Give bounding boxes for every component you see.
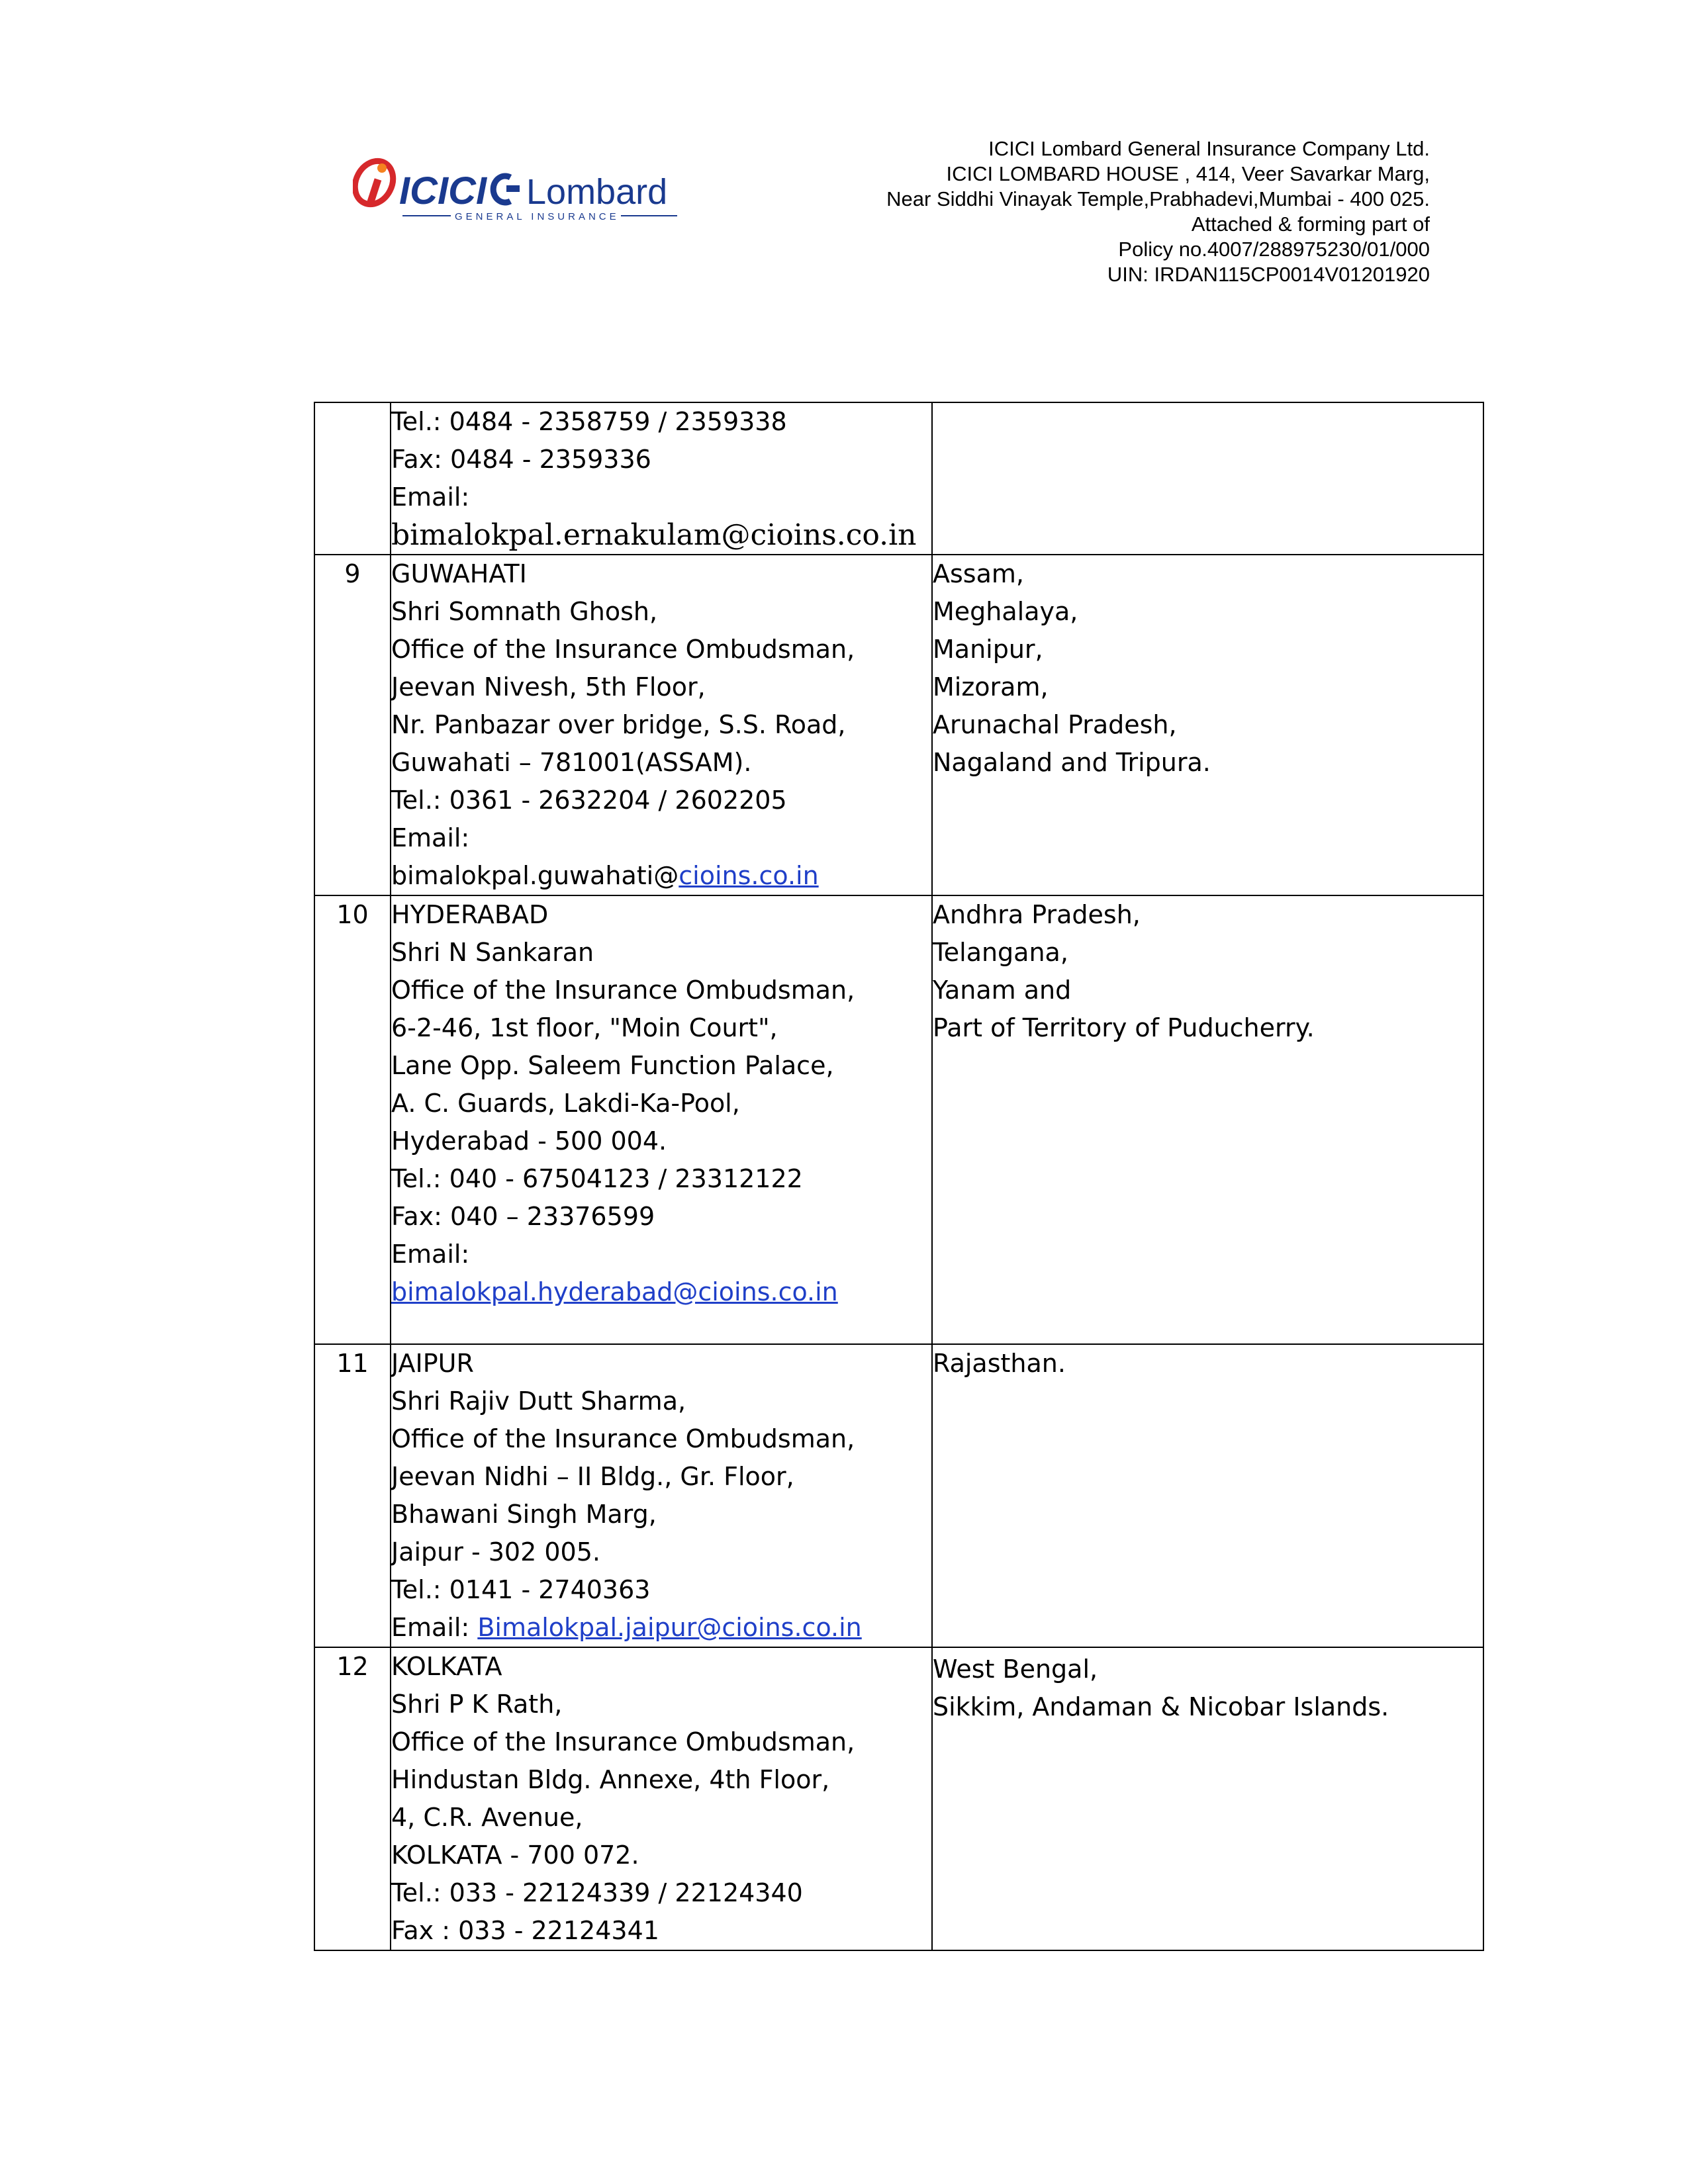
table-row	[314, 1647, 1483, 1950]
address-line: Nr. Panbazar over bridge, S.S. Road,	[391, 710, 846, 739]
ombudsman-name: Shri Somnath Ghosh,	[391, 597, 658, 626]
address-line: Bhawani Singh Marg,	[391, 1500, 657, 1529]
address-line: Office of the Insurance Ombudsman,	[391, 1424, 855, 1453]
address-line: Jeevan Nidhi – II Bldg., Gr. Floor,	[391, 1462, 794, 1491]
office-city: GUWAHATI	[391, 559, 527, 588]
row-number: 11	[314, 1344, 391, 1647]
address-line: Hyderabad - 500 004.	[391, 1126, 667, 1156]
ombudsman-name: Shri Rajiv Dutt Sharma,	[391, 1387, 686, 1416]
company-name: ICICI Lombard General Insurance Company Ltd.	[988, 137, 1430, 160]
territory-item: Arunachal Pradesh,	[933, 710, 1177, 739]
address-line: 6-2-46, 1st floor, "Moin Court",	[391, 1013, 778, 1042]
email-label: Email:	[391, 1613, 478, 1642]
uin-number: UIN: IRDAN115CP0014V01201920	[1107, 263, 1430, 286]
email-address	[391, 857, 931, 895]
icici-lombard-logo	[353, 151, 684, 230]
email-prefix: bimalokpal.guwahati@	[391, 861, 679, 890]
office-city: HYDERABAD	[391, 900, 549, 929]
address-line: Guwahati – 781001(ASSAM).	[391, 748, 752, 777]
office-address-cell	[391, 402, 932, 555]
email-address	[391, 1609, 931, 1647]
fax: Fax : 033 - 22124341	[391, 1916, 659, 1945]
row-number: 9	[314, 555, 391, 895]
table-row	[314, 1344, 1483, 1647]
address-line: Office of the Insurance Ombudsman,	[391, 976, 855, 1005]
row-number	[314, 402, 391, 555]
table-row	[314, 895, 1483, 1344]
territory-item: Andhra Pradesh,	[933, 900, 1141, 929]
logo-brand-primary: ICICI	[399, 169, 487, 212]
row-number: 12	[314, 1647, 391, 1950]
territory-item: Nagaland and Tripura.	[933, 748, 1211, 777]
territory-item: Sikkim, Andaman & Nicobar Islands.	[933, 1692, 1389, 1721]
address-line: Office of the Insurance Ombudsman,	[391, 1727, 855, 1756]
territory-item: Assam,	[933, 559, 1024, 588]
email-link[interactable]: bimalokpal.hyderabad@cioins.co.in	[391, 1277, 838, 1306]
office-address-cell	[391, 1344, 932, 1647]
territory-cell	[932, 895, 1483, 1344]
email-link[interactable]: Bimalokpal.jaipur@cioins.co.in	[477, 1613, 862, 1642]
telephone: Tel.: 0141 - 2740363	[391, 1575, 651, 1604]
table-row	[314, 555, 1483, 895]
address-line: Hindustan Bldg. Annexe, 4th Floor,	[391, 1765, 830, 1794]
policy-number: Policy no.4007/288975230/01/000	[1118, 238, 1430, 261]
row-number: 10	[314, 895, 391, 1344]
ombudsman-table	[314, 402, 1484, 1951]
fax: Fax: 040 – 23376599	[391, 1202, 655, 1231]
email-link[interactable]: cioins.co.in	[679, 861, 819, 890]
company-header	[702, 136, 1430, 287]
logo-brand-secondary: Lombard	[526, 172, 668, 212]
territory-cell	[932, 1647, 1483, 1950]
company-address-line-2: Near Siddhi Vinayak Temple,Prabhadevi,Mumbai - 400 025.	[886, 187, 1430, 210]
territory-item: Yanam and	[933, 976, 1072, 1005]
email-label: Email:	[391, 1240, 470, 1269]
address-line: Office of the Insurance Ombudsman,	[391, 635, 855, 664]
office-address-cell	[391, 1647, 932, 1950]
address-line: Fax: 0484 - 2359336	[391, 445, 651, 474]
email-label: Email:	[391, 823, 470, 852]
telephone: Tel.: 0361 - 2632204 / 2602205	[391, 786, 787, 815]
address-line: Lane Opp. Saleem Function Palace,	[391, 1051, 834, 1080]
office-city: KOLKATA	[391, 1652, 502, 1681]
address-line: Email:	[391, 482, 470, 512]
company-address-line-1: ICICI LOMBARD HOUSE , 414, Veer Savarkar Marg,	[946, 162, 1430, 185]
address-line: 4, C.R. Avenue,	[391, 1803, 583, 1832]
telephone: Tel.: 040 - 67504123 / 23312122	[391, 1164, 803, 1193]
territory-item: Part of Territory of Puducherry.	[933, 1013, 1315, 1042]
territory-item: Meghalaya,	[933, 597, 1078, 626]
telephone: Tel.: 033 - 22124339 / 22124340	[391, 1878, 803, 1907]
territory-item: Manipur,	[933, 635, 1043, 664]
ombudsman-name: Shri P K Rath,	[391, 1690, 563, 1719]
office-city: JAIPUR	[391, 1349, 474, 1378]
attachment-note: Attached & forming part of	[1191, 212, 1430, 236]
territory-cell	[932, 1344, 1483, 1647]
territory-cell	[932, 402, 1483, 555]
address-line: Jeevan Nivesh, 5th Floor,	[391, 672, 706, 702]
email-address: bimalokpal.ernakulam@cioins.co.in	[391, 518, 917, 552]
territory-item: Rajasthan.	[933, 1349, 1066, 1378]
logo-lombard-mark-icon	[493, 176, 520, 203]
territory-cell	[932, 555, 1483, 895]
table-row	[314, 402, 1483, 555]
address-line: Tel.: 0484 - 2358759 / 2359338	[391, 407, 787, 436]
address-line: A. C. Guards, Lakdi-Ka-Pool,	[391, 1089, 740, 1118]
logo-i-mark-icon	[353, 154, 400, 210]
territory-item: West Bengal,	[933, 1655, 1098, 1684]
office-address-cell	[391, 555, 932, 895]
address-line: Jaipur - 302 005.	[391, 1537, 600, 1567]
office-address-cell	[391, 895, 932, 1344]
address-line: KOLKATA - 700 072.	[391, 1841, 639, 1870]
ombudsman-name: Shri N Sankaran	[391, 938, 594, 967]
logo-tagline: GENERAL INSURANCE	[455, 211, 620, 222]
territory-item: Mizoram,	[933, 672, 1049, 702]
territory-item: Telangana,	[933, 938, 1068, 967]
